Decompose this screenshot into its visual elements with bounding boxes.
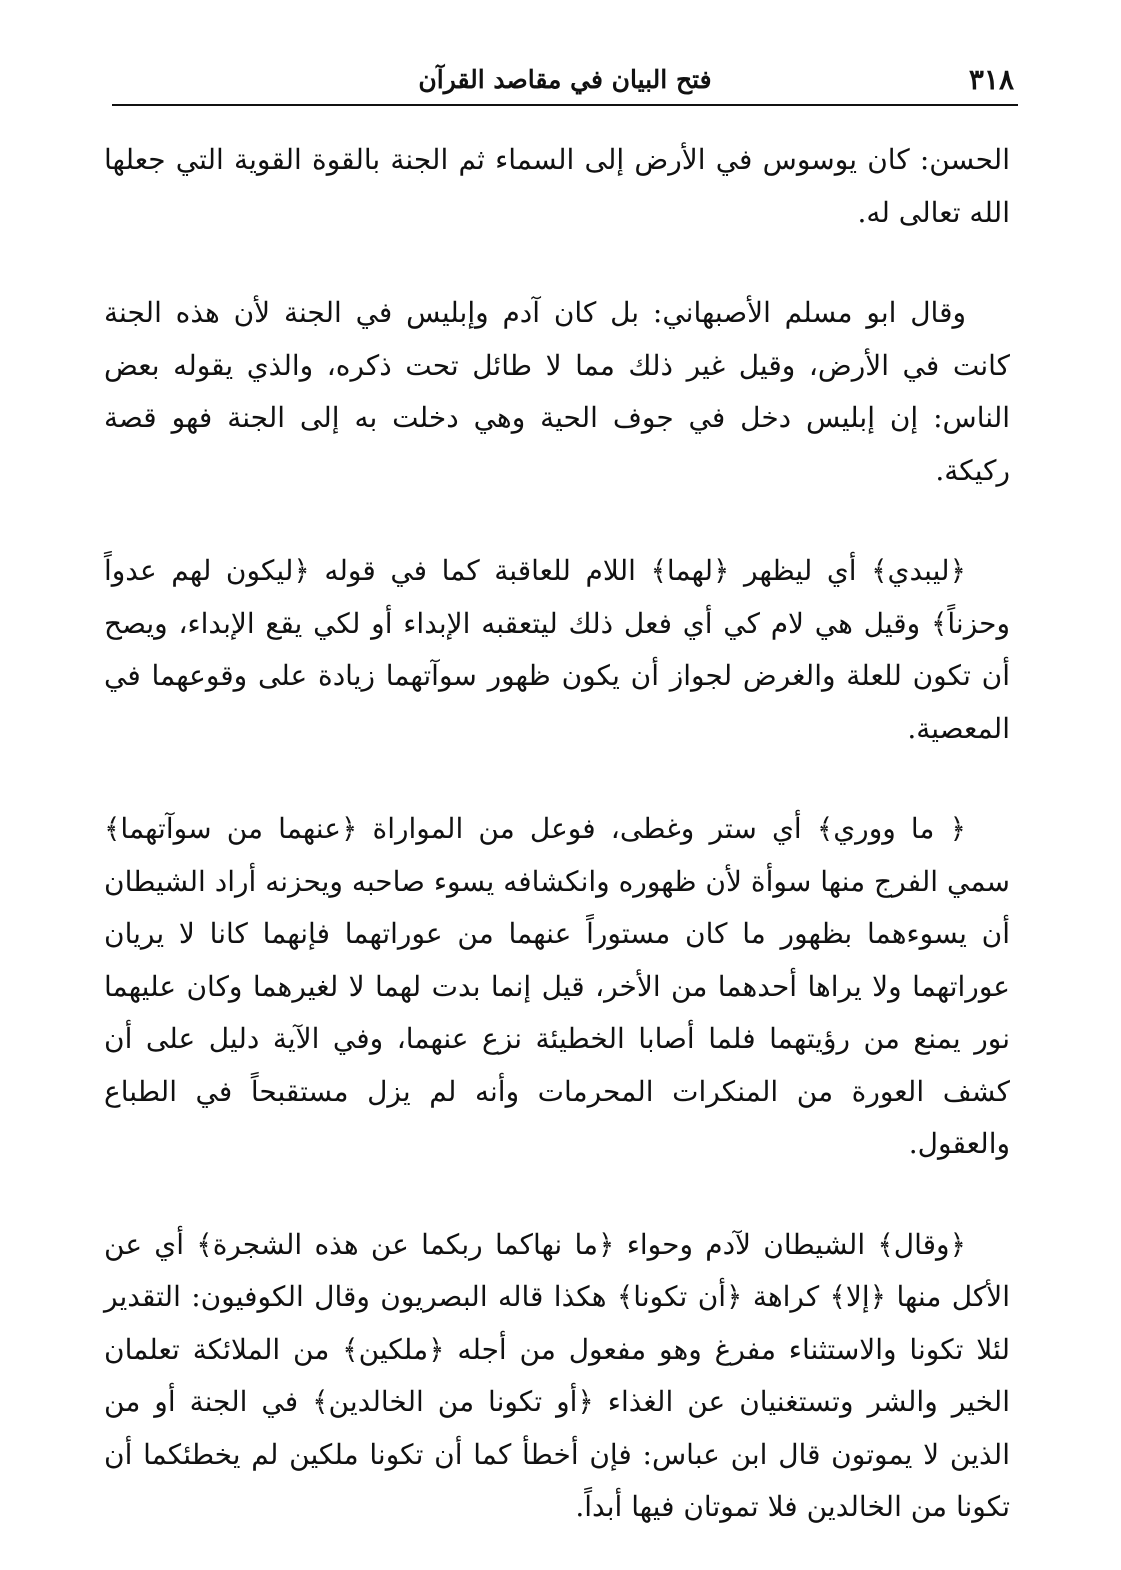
page-header: [112, 62, 1018, 104]
header-rule: [112, 104, 1018, 106]
page-body: [104, 134, 1010, 1534]
running-title: فتح البيان في مقاصد القرآن: [418, 65, 712, 94]
paragraph: وقال ابو مسلم الأصبهاني: بل كان آدم وإبليس في الجنة لأن هذه الجنة كانت في الأرض، وقيل غير ذلك مما لا طائل تحت ذكره، والذي يقوله بعض الناس: إن إبليس دخل في جوف الحية وهي دخلت به إلى الجنة فهو قصة ركيكة.: [104, 296, 1011, 487]
paragraph: الحسن: كان يوسوس في الأرض إلى السماء ثم الجنة بالقوة القوية التي جعلها الله تعالى له.: [104, 143, 1010, 229]
page-number: ٣١٨: [968, 63, 1014, 96]
paragraph: ﴿وقال﴾ الشيطان لآدم وحواء ﴿ما نهاكما ربكما عن هذه الشجرة﴾ أي عن الأكل منها ﴿إلا﴾ كراهة ﴿أن تكونا﴾ هكذا قاله البصريون وقال الكوفيون: التقدير لئلا تكونا والاستثناء مفرغ وهو مفعول من أجله ﴿ملكين﴾ من الملائكة تعلمان الخير والشر وتستغنيان عن الغذاء ﴿أو تكونا من الخالدين﴾ في الجنة أو من الذين لا يموتون قال ابن عباس: فإن أخطأ كما أن تكونا ملكين لم يخطئكما أن تكونا من الخالدين فلا تموتان فيها أبداً.: [104, 1227, 1010, 1523]
paragraph: ﴿ ما ووري﴾ أي ستر وغطى، فوعل من المواراة ﴿عنهما من سوآتهما﴾ سمي الفرج منها سوأة لأن ظهوره وانكشافه يسوء صاحبه ويحزنه أراد الشيطان أن يسوءهما بظهور ما كان مستوراً عنهما من عوراتهما فإنهما كانا لا يريان عوراتهما ولا يراها أحدهما من الأخر، قيل إنما بدت لهما لا لغيرهما وكان عليهما نور يمنع من رؤيتهما فلما أصابا الخطيئة نزع عنهما، وفي الآية دليل على أن كشف العورة من المنكرات المحرمات وأنه لم يزل مستقبحاً في الطباع والعقول.: [104, 812, 1010, 1160]
paragraph: ﴿ليبدي﴾ أي ليظهر ﴿لهما﴾ اللام للعاقبة كما في قوله ﴿ليكون لهم عدواً وحزناً﴾ وقيل هي لام كي أي فعل ذلك ليتعقبه الإبداء أو لكي يقع الإبداء، ويصح أن تكون للعلة والغرض لجواز أن يكون ظهور سوآتهما زيادة على وقوعهما في المعصية.: [104, 554, 1010, 745]
